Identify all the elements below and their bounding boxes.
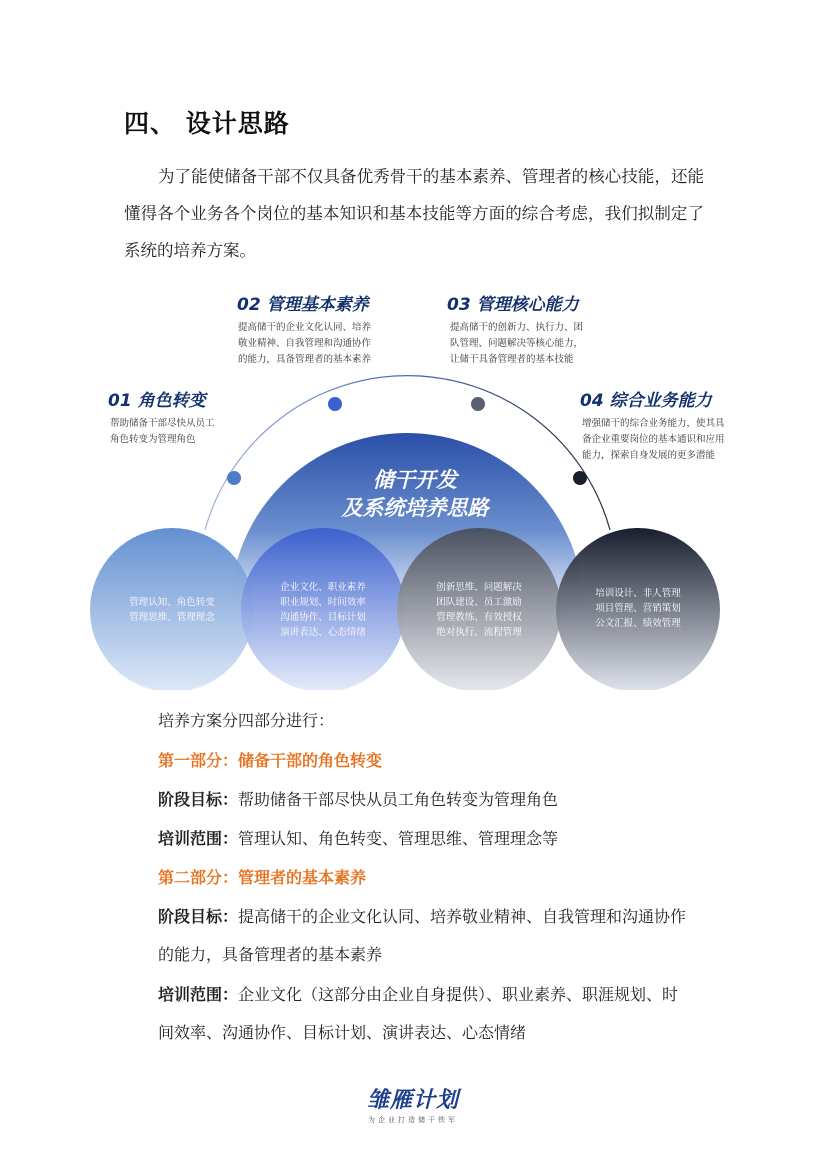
stage-title-03: 03 管理核心能力 bbox=[447, 295, 579, 315]
part2-goal-line1 bbox=[158, 904, 718, 927]
part1-title: 第一部分：储备干部的角色转变 bbox=[158, 751, 383, 770]
part2-goal-text-1: 提高储干的企业文化认同、培养敬业精神、自我管理和沟通协作 bbox=[238, 907, 687, 926]
logo-slogan: 为企业打造储干铁军 bbox=[368, 1116, 458, 1124]
circle-1-text: 管理认知、角色转变 管理思维、管理理念 bbox=[129, 597, 215, 623]
part1-goal bbox=[158, 787, 718, 810]
stage-title-04: 04 综合业务能力 bbox=[580, 391, 712, 411]
arc-dot-3 bbox=[471, 397, 485, 411]
circle-4-text: 培训设计、非人管理 项目管理、营销策划 公文汇报、绩效管理 bbox=[595, 588, 681, 629]
logo-text: 雏雁计划 bbox=[366, 1088, 459, 1113]
circle-2-text: 企业文化、职业素养 职业规划、时间效率 沟通协作、目标计划 演讲表达、心态情绪 bbox=[280, 582, 366, 638]
intro-paragraph: 为了能使储备干部不仅具备优秀骨干的基本素养、管理者的核心技能，还能懂得各个业务各个岗位的基本知识和基本技能等方面的综合考虑，我们拟制定了系统的培养方案。 bbox=[124, 167, 704, 260]
stage-desc-04: 增强储干的综合业务能力，使其具 备企业重要岗位的基本通识和应用 能力，探索自身发展的更多潜能 bbox=[582, 418, 725, 461]
part2-goal-line2: 的能力，具备管理者的基本素养 bbox=[158, 945, 383, 964]
part2-scope-text-1: 企业文化（这部分由企业自身提供）、职业素养、职涯规划、时 bbox=[238, 985, 679, 1004]
part2-scope-line2: 间效率、沟通协作、目标计划、演讲表达、心态情绪 bbox=[158, 1023, 527, 1042]
design-diagram bbox=[90, 280, 740, 690]
arc-dot-2 bbox=[328, 397, 342, 411]
circle-3-text: 创新思维、问题解决 团队建设、员工激励 管理教练、有效授权 绝对执行、流程管理 bbox=[436, 582, 522, 638]
stage-desc-02: 提高储干的企业文化认同、培养 敬业精神、自我管理和沟通协作 的能力，具备管理者的基本素养 bbox=[238, 322, 372, 365]
part1-goal-label: 阶段目标： bbox=[158, 790, 239, 809]
center-title-line2: 及系统培养思路 bbox=[341, 496, 489, 520]
plan-intro: 培养方案分四部分进行： bbox=[158, 711, 335, 730]
stage-title-02: 02 管理基本素养 bbox=[237, 295, 369, 315]
part2-goal-label: 阶段目标： bbox=[158, 907, 239, 926]
section-heading: 四、 设计思路 bbox=[124, 109, 290, 138]
part1-scope-label: 培训范围： bbox=[158, 829, 239, 848]
part1-goal-text: 帮助储备干部尽快从员工角色转变为管理角色 bbox=[238, 790, 559, 809]
stage-title-01: 01 角色转变 bbox=[108, 391, 206, 411]
part2-title: 第二部分：管理者的基本素养 bbox=[158, 868, 367, 887]
center-title-line1: 储干开发 bbox=[373, 468, 457, 492]
stage-desc-01: 帮助储备干部尽快从员工 角色转变为管理角色 bbox=[110, 418, 215, 445]
part2-scope-label: 培训范围： bbox=[158, 985, 239, 1004]
part1-scope bbox=[158, 826, 718, 849]
part2-scope-line1 bbox=[158, 982, 718, 1005]
part1-scope-text: 管理认知、角色转变、管理思维、管理理念等 bbox=[238, 829, 559, 848]
stage-desc-03: 提高储干的创新力、执行力、团 队管理、问题解决等核心能力， 让储干具备管理者的基本技能 bbox=[450, 322, 584, 365]
footer-logo bbox=[0, 1083, 826, 1125]
